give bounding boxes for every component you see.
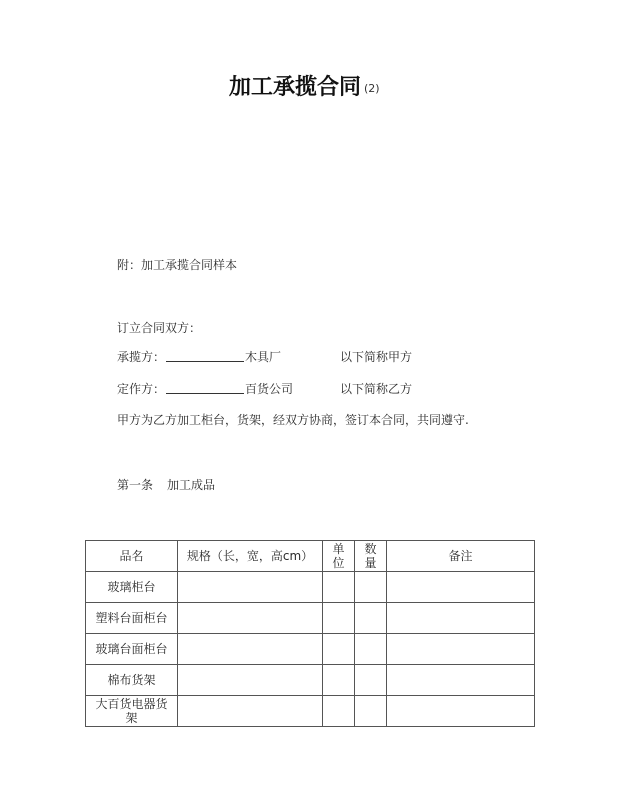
cell-qty[interactable] bbox=[355, 665, 387, 696]
products-table bbox=[85, 540, 535, 727]
table-row bbox=[86, 634, 535, 665]
cell-unit[interactable] bbox=[323, 696, 355, 727]
cell-spec[interactable] bbox=[178, 696, 323, 727]
table-row bbox=[86, 603, 535, 634]
client-blank-field[interactable] bbox=[166, 381, 244, 394]
cell-remarks[interactable] bbox=[387, 696, 535, 727]
cell-unit[interactable] bbox=[323, 603, 355, 634]
cell-qty[interactable] bbox=[355, 572, 387, 603]
title-suffix: (2) bbox=[364, 82, 380, 95]
title-text: 加工承揽合同 bbox=[229, 75, 362, 100]
header-qty-line2: 量 bbox=[364, 556, 377, 570]
cell-remarks[interactable] bbox=[387, 665, 535, 696]
cell-remarks[interactable] bbox=[387, 603, 535, 634]
cell-remarks[interactable] bbox=[387, 572, 535, 603]
header-remarks: 备注 bbox=[387, 541, 535, 572]
cell-name bbox=[86, 696, 178, 727]
client-line bbox=[117, 381, 293, 397]
cell-unit[interactable] bbox=[323, 572, 355, 603]
table-row bbox=[86, 665, 535, 696]
header-name: 品名 bbox=[86, 541, 178, 572]
article-title: 加工成品 bbox=[167, 478, 216, 492]
intro-paragraph: 甲方为乙方加工柜台，货架，经双方协商，签订本合同，共同遵守. bbox=[117, 413, 469, 427]
header-spec: 规格（长，宽，高cm） bbox=[178, 541, 323, 572]
cell-name: 塑料台面柜台 bbox=[86, 603, 178, 634]
table-row bbox=[86, 572, 535, 603]
cell-spec[interactable] bbox=[178, 572, 323, 603]
client-label: 定作方： bbox=[117, 382, 166, 396]
article-number: 第一条 bbox=[117, 478, 154, 492]
parties-heading: 订立合同双方： bbox=[117, 321, 202, 335]
contractor-blank-field[interactable] bbox=[166, 349, 244, 362]
contractor-label: 承揽方： bbox=[117, 350, 166, 364]
appendix-line: 附：加工承揽合同样本 bbox=[117, 258, 238, 272]
table-row bbox=[86, 696, 535, 727]
cell-spec[interactable] bbox=[178, 634, 323, 665]
cell-qty[interactable] bbox=[355, 603, 387, 634]
table-header-row bbox=[86, 541, 535, 572]
contractor-alias: 以下简称甲方 bbox=[340, 350, 413, 364]
cell-unit[interactable] bbox=[323, 634, 355, 665]
header-qty-line1: 数 bbox=[364, 542, 377, 556]
cell-name-line1: 大百货电器货 bbox=[95, 697, 168, 711]
cell-remarks[interactable] bbox=[387, 634, 535, 665]
cell-spec[interactable] bbox=[178, 665, 323, 696]
contractor-line bbox=[117, 349, 281, 365]
header-unit-line1: 单 bbox=[332, 542, 345, 556]
contractor-name: 木具厂 bbox=[245, 350, 282, 364]
document-title bbox=[229, 74, 380, 103]
cell-unit[interactable] bbox=[323, 665, 355, 696]
header-unit bbox=[323, 541, 355, 572]
cell-qty[interactable] bbox=[355, 634, 387, 665]
cell-spec[interactable] bbox=[178, 603, 323, 634]
cell-name: 玻璃柜台 bbox=[86, 572, 178, 603]
header-qty bbox=[355, 541, 387, 572]
article-1-heading bbox=[117, 477, 215, 493]
header-unit-line2: 位 bbox=[332, 556, 345, 570]
client-alias: 以下简称乙方 bbox=[340, 382, 413, 396]
cell-name: 棉布货架 bbox=[86, 665, 178, 696]
client-name: 百货公司 bbox=[245, 382, 294, 396]
cell-name-line2: 架 bbox=[125, 711, 138, 725]
cell-name: 玻璃台面柜台 bbox=[86, 634, 178, 665]
cell-qty[interactable] bbox=[355, 696, 387, 727]
